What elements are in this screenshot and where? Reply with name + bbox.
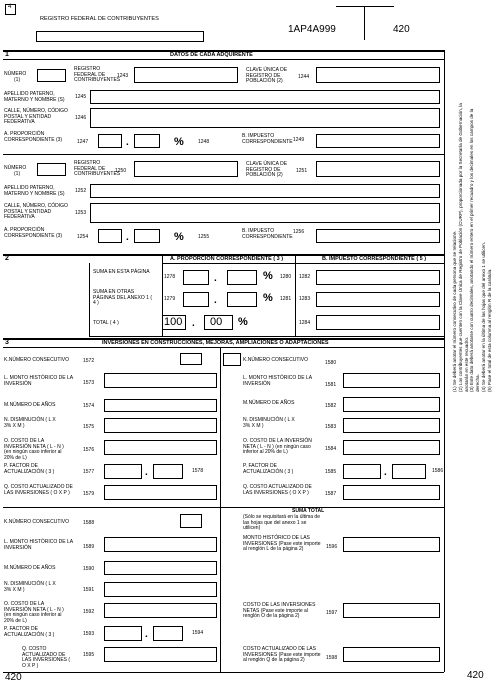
note-2: (2) Los contribuyentes que cuenten con la Clave Única de Registro de Población (CURP), proporcionada por la Secretaría de Gobernación, la anotarán en este recuadro. [457, 103, 469, 392]
r1-m-input[interactable] [343, 397, 440, 412]
l1-l-input[interactable] [104, 373, 217, 388]
adq1-calle-label: CALLE, NÚMERO, CÓDIGO POSTAL Y ENTIDAD FEDERATIVA [4, 108, 68, 126]
suma-r3-code: 1598 [326, 655, 338, 661]
sec2-row1-dec-input[interactable] [227, 270, 257, 285]
adq2-numero-input[interactable] [37, 163, 66, 176]
sec2-row2-imp-input[interactable] [316, 292, 440, 307]
r1-q-input[interactable] [343, 485, 440, 500]
sec3-number: 3 [5, 339, 9, 346]
sec2-row2-label: SUMA EN OTRAS PÁGINAS DEL ANEXO 1 ( 4 ) [93, 289, 153, 307]
adq1-imp-input[interactable] [316, 134, 440, 148]
l2-o-input[interactable] [104, 603, 217, 618]
form-bottom-rule [3, 672, 444, 673]
l2-m-code: 1590 [83, 566, 95, 572]
adq2-prop-dec-input[interactable] [134, 229, 160, 243]
header-mark-horizontal [336, 6, 394, 7]
sec1-number: 1 [5, 51, 9, 58]
sec2-col-b: B. IMPUESTO CORRESPONDIENTE ( 5 ) [322, 256, 427, 262]
adq1-nombre-code: 1245 [75, 94, 87, 100]
sec2-total-label: TOTAL ( 4 ) [93, 320, 119, 326]
adq2-rfc-input[interactable] [134, 161, 238, 177]
sec3-title-rule [3, 347, 444, 348]
l1-q-code: 1579 [83, 491, 95, 497]
l2-k-label: K.NÚMERO CONSECUTIVO [4, 519, 70, 525]
sec2-row1-code2: 1280 [280, 274, 292, 280]
adq1-rfc-input[interactable] [134, 67, 238, 83]
l2-l-input[interactable] [104, 537, 217, 552]
l1-p-label: P. FACTOR DE ACTUALIZACIÓN ( 3 ) [4, 463, 55, 475]
adq1-nombre-label: APELLIDO PATERNO, MATERNO Y NOMBRE (S) [4, 91, 65, 103]
adq2-rfc-label: REGISTRO FEDERAL DE CONTRIBUYENTES [74, 160, 121, 178]
r1-p-int-input[interactable] [343, 464, 381, 479]
adq1-imp-label: B. IMPUESTO CORRESPONDIENTE [242, 133, 293, 145]
l1-p-int-input[interactable] [104, 464, 142, 479]
adq1-numero-label: NÚMERO [4, 71, 27, 77]
sec2-row2-percent: % [263, 292, 273, 304]
adq2-prop-code: 1254 [77, 234, 89, 240]
l2-q-input[interactable] [104, 647, 217, 662]
l1-n-code: 1575 [83, 424, 95, 430]
side-notes [452, 92, 492, 392]
note-1: (1) Se deberá anotar el número consecutivo de cada persona que se relacione. [452, 230, 457, 392]
l2-k-input[interactable] [180, 514, 202, 528]
sec2-row2-int-input[interactable] [183, 292, 209, 307]
l2-o-label: O. COSTO DE LA INVERSIÓN NETA ( L - N ) (en ningún caso inferior al 20% de L) [4, 601, 64, 624]
sec2-label-left [89, 263, 90, 336]
adq1-rfc-code: 1243 [117, 73, 129, 79]
adq-separator [3, 154, 444, 155]
sec2-row1-percent: % [263, 270, 273, 282]
rfc-header-input[interactable] [36, 31, 204, 42]
l2-l-code: 1589 [83, 544, 95, 550]
r1-p-code2: 1586 [432, 468, 444, 474]
sec2-row2-code2: 1281 [280, 296, 292, 302]
adq1-curp-code: 1244 [298, 74, 310, 80]
sec2-row2-code3: 1283 [299, 296, 311, 302]
adq2-rfc-code: 1250 [115, 168, 127, 174]
suma-r1-label: MONTO HISTÓRICO DE LAS INVERSIONES (Pase este importe al renglón L de la página 2) [243, 535, 321, 553]
suma-r3-input[interactable] [343, 647, 440, 662]
adq1-nombre-input[interactable] [90, 90, 440, 104]
l1-q-input[interactable] [104, 485, 217, 500]
sec2-head-rule [162, 263, 444, 264]
l2-p-label: P. FACTOR DE ACTUALIZACIÓN ( 3 ) [4, 626, 55, 638]
note-3: (3) Este dato deberá anotarse con cuatro decimales, anotando el número entero en el primer recuadro y los decimales en los campos de la derecha. [469, 108, 481, 392]
l2-q-label: Q. COSTO ACTUALIZADO DE LAS INVERSIONES ( O X P ) [22, 646, 71, 669]
sec2-number: 2 [5, 255, 9, 262]
adq2-percent-sign: % [174, 231, 184, 243]
l1-k-code: 1572 [83, 358, 95, 364]
r1-l-code: 1581 [325, 382, 337, 388]
r1-n-input[interactable] [343, 418, 440, 433]
suma-r2-code: 1597 [326, 610, 338, 616]
adq2-imp-input[interactable] [316, 229, 440, 243]
sec2-col-b-left [295, 255, 296, 336]
r1-o-input[interactable] [343, 440, 440, 455]
l1-o-code: 1576 [83, 447, 95, 453]
r1-l-input[interactable] [343, 373, 440, 388]
l1-o-input[interactable] [104, 440, 217, 455]
sec2-total-code3: 1284 [299, 320, 311, 326]
sec2-row1-imp-input[interactable] [316, 270, 440, 285]
adq1-prop-dec-input[interactable] [134, 134, 160, 148]
l1-p-code2: 1578 [192, 468, 204, 474]
adq1-numero-sub: (1) [14, 77, 21, 83]
suma-total-note: (Sólo se requisitará en la última de las hojas que del anexo 1 se utilicen) [243, 514, 320, 532]
suma-r3-label: COSTO ACTUALIZADO DE LAS INVERSIONES (Pase este importe al renglón Q de la página 2) [243, 646, 321, 664]
adq2-calle-input[interactable] [90, 203, 440, 223]
rfc-title: REGISTRO FEDERAL DE CONTRIBUYENTES [40, 16, 159, 22]
adq2-calle-label: CALLE, NÚMERO, CÓDIGO POSTAL Y ENTIDAD FEDERATIVA [4, 203, 68, 221]
sec3-mid-divider [220, 347, 221, 672]
l1-k-letter: K. [4, 357, 9, 363]
r1-q-label: Q. COSTO ACTUALIZADO DE LAS INVERSIONES ( O X P ) [243, 484, 312, 496]
l1-l-label: L. MONTO HISTÓRICO DE LA INVERSIÓN [4, 375, 73, 387]
r1-o-label: O. COSTO DE LA INVERSIÓN NETA ( L - N ) (en ningún caso inferior al 20% de L) [243, 438, 312, 456]
adq1-imp-code: 1249 [293, 137, 305, 143]
sec2-total-percent: % [238, 316, 248, 328]
l2-p-int-input[interactable] [104, 626, 142, 641]
adq1-prop-int-input[interactable] [98, 134, 122, 148]
r1-m-label: M.NÚMERO DE AÑOS [243, 400, 295, 406]
sec2-bottom-rule [89, 336, 444, 337]
l1-o-label: O. COSTO DE LA INVERSIÓN NETA ( L - N ) (en ningún caso inferior al 20% de L) [4, 438, 64, 461]
adq1-percent-sign: % [174, 136, 184, 148]
adq1-curp-input[interactable] [316, 67, 440, 83]
adq2-imp-label: B. IMPUESTO CORRESPONDIENTE [242, 228, 293, 240]
r1-m-code: 1582 [325, 403, 337, 409]
l1-m-label: M.NÚMERO DE AÑOS [4, 402, 56, 408]
note-4: (4) Se deberá anotar en la última de las hojas que del anexo 1 se utilicen. [480, 242, 486, 392]
note-5: (5) Pase el total de esta columna al renglón R de la carátula. [486, 268, 492, 392]
suma-r1-input[interactable] [343, 537, 440, 552]
form-code: 1AP4A999 [288, 24, 336, 35]
adq2-calle-code: 1253 [75, 210, 87, 216]
adq2-prop-int-input[interactable] [98, 229, 122, 243]
form-right-border [444, 50, 445, 672]
sec3-block-separator [3, 507, 444, 508]
r1-k-input[interactable] [223, 353, 241, 366]
r1-p-dec-input[interactable] [392, 464, 426, 479]
l1-l-code: 1573 [83, 380, 95, 386]
sec2-total-int-value: 100 [164, 316, 183, 328]
header-mark-vertical [364, 6, 365, 40]
l2-n-label: N. DISMINUCIÓN ( L X 3% X M ) [4, 581, 56, 593]
r1-o-code: 1584 [325, 446, 337, 452]
adq1-curp-label: CLAVE ÚNICA DE REGISTRO DE POBLACIÓN (2) [246, 67, 288, 85]
adq2-imp-code: 1256 [293, 229, 305, 235]
r1-p-label: P. FACTOR DE ACTUALIZACIÓN ( 3 ) [243, 463, 294, 475]
l1-n-input[interactable] [104, 418, 217, 433]
sec2-total-dec-value: 00 [210, 316, 223, 328]
adq2-nombre-input[interactable] [90, 184, 440, 198]
sec2-row1-label: SUMA EN ESTA PÁGINA [93, 269, 150, 275]
l2-m-input[interactable] [104, 561, 217, 575]
adq1-pct-code: 1248 [198, 139, 210, 145]
l2-n-code: 1591 [83, 587, 95, 593]
l1-k-label: NÚMERO CONSECUTIVO [8, 357, 70, 363]
suma-r2-label: COSTO DE LAS INVERSIONES NETAS (Pase este importe al renglón O de la página 2) [243, 602, 316, 620]
l2-k-code: 1588 [83, 520, 95, 526]
adq1-prop-label: A. PROPORCIÓN CORRESPONDIENTE (3) [4, 131, 63, 143]
l2-p-dec-input[interactable] [153, 626, 183, 641]
r1-l-label: L. MONTO HISTÓRICO DE LA INVERSIÓN [243, 375, 312, 387]
l2-m-label: M.NÚMERO DE AÑOS [4, 565, 56, 571]
adq2-curp-input[interactable] [316, 161, 440, 177]
l1-k-input[interactable] [180, 353, 202, 365]
adq1-prop-code: 1247 [77, 139, 89, 145]
adq1-numero-input[interactable] [37, 69, 66, 82]
r1-n-code: 1583 [325, 424, 337, 430]
l2-o-code: 1592 [83, 609, 95, 615]
r1-q-code: 1587 [325, 491, 337, 497]
adq1-calle-code: 1246 [75, 115, 87, 121]
sec2-row1-int-input[interactable] [183, 270, 209, 285]
sec2-total-imp-input[interactable] [316, 315, 440, 330]
adq2-prop-label: A. PROPORCIÓN CORRESPONDIENTE (3) [4, 227, 63, 239]
r1-k-label: K.NÚMERO CONSECUTIVO [243, 357, 309, 363]
l1-m-code: 1574 [83, 403, 95, 409]
sec1-title: DATOS DE CADA ADQUIRENTE [170, 52, 253, 58]
l2-p-code: 1593 [83, 631, 95, 637]
l1-m-input[interactable] [104, 399, 217, 412]
suma-r1-code: 1596 [326, 544, 338, 550]
l1-p-dec-input[interactable] [153, 464, 183, 479]
adq2-pct-code: 1255 [198, 234, 210, 240]
l1-n-label: N. DISMINUCIÓN ( L X 3% X M ) [4, 417, 56, 429]
sec2-row2-code1: 1279 [164, 296, 176, 302]
adq1-calle-input[interactable] [90, 108, 440, 128]
sec2-row2-dec-input[interactable] [227, 292, 257, 307]
adq2-curp-code: 1251 [296, 168, 308, 174]
adq2-numero-sub: (1) [14, 171, 21, 177]
r1-k-code: 1580 [325, 360, 337, 366]
form-number: 420 [393, 24, 410, 35]
sec2-col-a: A. PROPORCIÓN CORRESPONDIENTE ( 3 ) [170, 256, 284, 262]
footer-form-number-left: 420 [5, 672, 22, 683]
l2-n-input[interactable] [104, 582, 217, 597]
sec2-row1-code3: 1282 [299, 274, 311, 280]
sec2-row1-code1: 1278 [164, 274, 176, 280]
l2-q-code: 1595 [83, 652, 95, 658]
suma-total-title: SUMA TOTAL [292, 508, 325, 514]
l1-q-label: Q. COSTO ACTUALIZADO DE LAS INVERSIONES ( O X P ) [4, 484, 73, 496]
sec1-title-rule [3, 59, 444, 60]
l2-p-code2: 1594 [192, 630, 204, 636]
r1-n-label: N. DISMINUCIÓN ( L X 3% X M ) [243, 417, 295, 429]
adq2-nombre-code: 1252 [75, 188, 87, 194]
suma-r2-input[interactable] [343, 603, 440, 618]
page-number: 4 [8, 4, 12, 10]
l2-l-label: L. MONTO HISTÓRICO DE LA INVERSIÓN [4, 539, 73, 551]
adq2-curp-label: CLAVE ÚNICA DE REGISTRO DE POBLACIÓN (2) [246, 161, 288, 179]
footer-form-number-right: 420 [467, 670, 484, 681]
adq2-nombre-label: APELLIDO PATERNO, MATERNO Y NOMBRE (S) [4, 185, 65, 197]
adq1-rfc-label: REGISTRO FEDERAL DE CONTRIBUYENTES [74, 66, 121, 84]
l1-p-code: 1577 [83, 469, 95, 475]
sec3-title: INVERSIONES EN CONSTRUCCIONES, MEJORAS, AMPLIACIONES O ADAPTACIONES [102, 340, 329, 346]
adq2-numero-label: NÚMERO [4, 165, 27, 171]
r1-p-code: 1585 [325, 469, 337, 475]
